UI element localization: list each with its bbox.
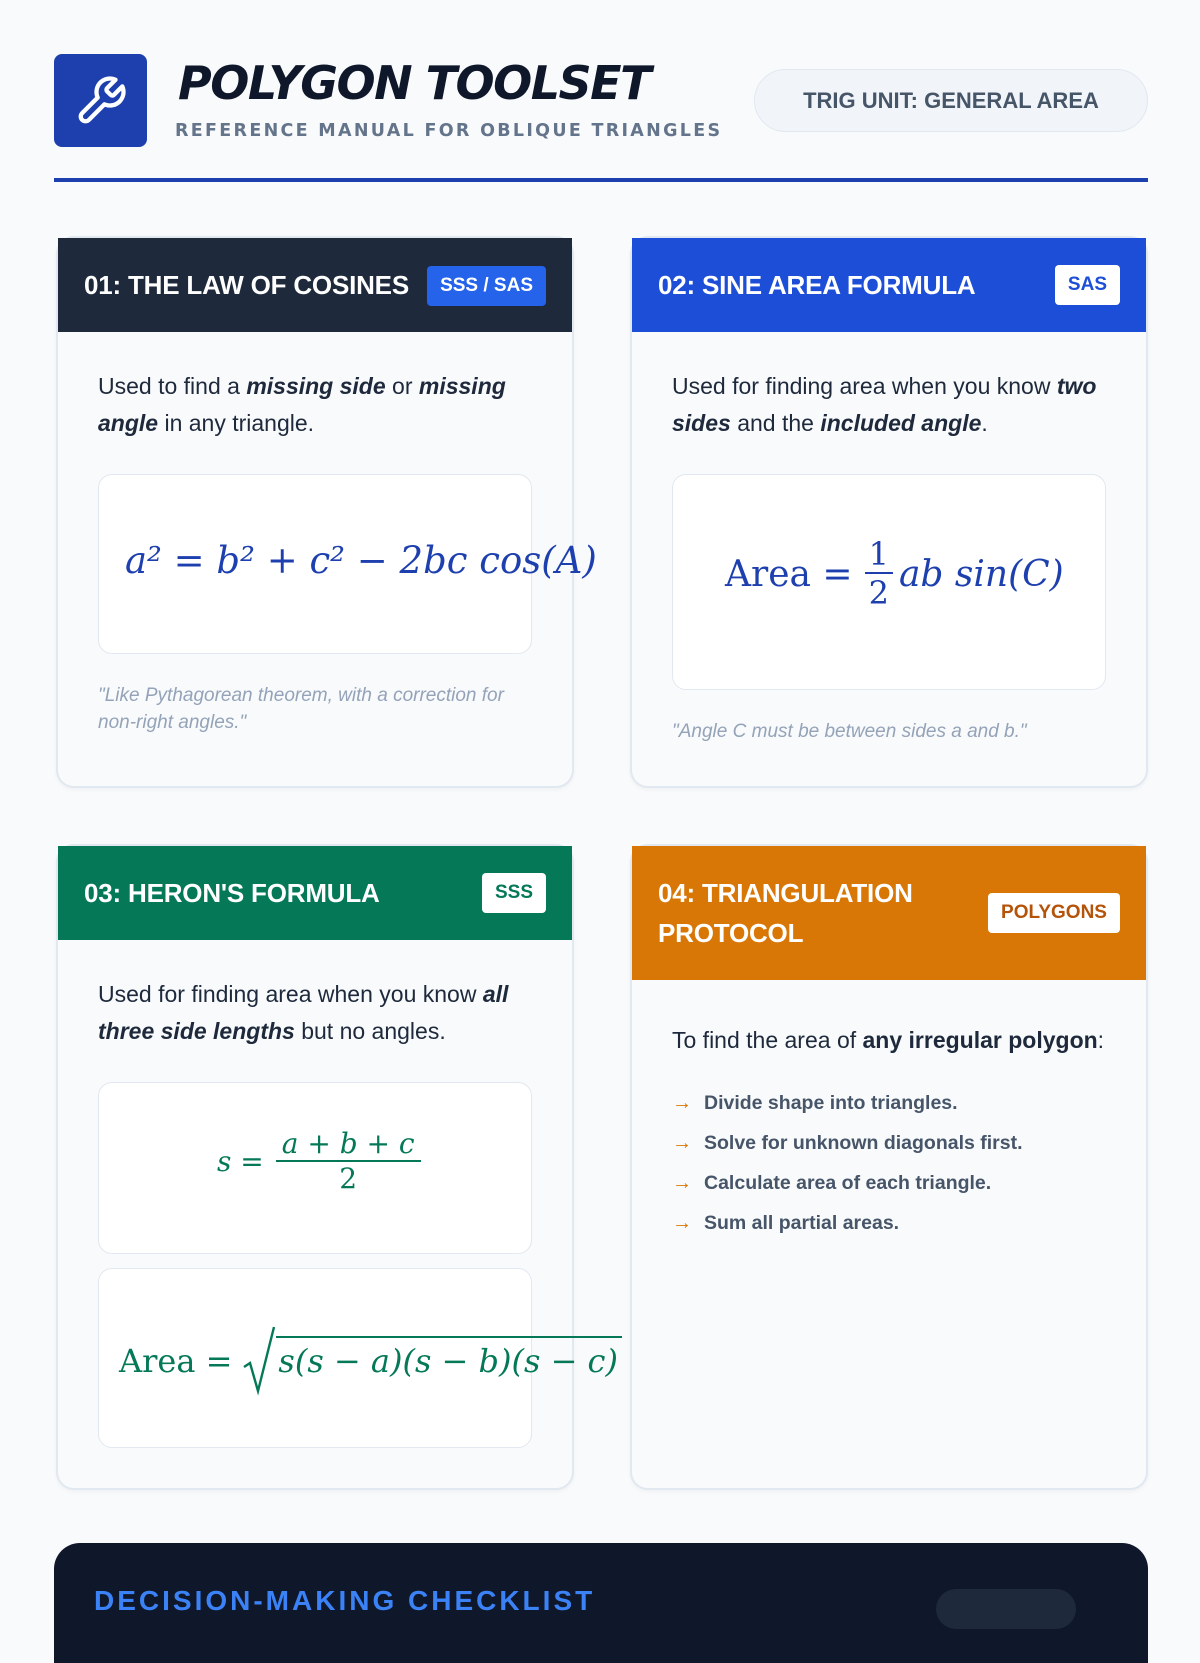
card-law-of-cosines [56, 236, 597, 788]
card-title: 04: TRIANGULATION PROTOCOL [658, 878, 913, 948]
card-tag: SAS [1055, 265, 1120, 305]
card-note: "Angle C must be between sides a and b." [672, 721, 1027, 742]
page-subtitle: REFERENCE MANUAL FOR OBLIQUE TRIANGLES [175, 121, 723, 141]
fraction-denominator: 2 [868, 574, 889, 613]
card-title: 02: SINE AREA FORMULA [658, 270, 976, 300]
card-tag: SSS / SAS [427, 266, 546, 306]
decision-checklist-panel [54, 1543, 1148, 1663]
card-description: Used for finding area when you know all three side lengths but no angles. [98, 981, 509, 1044]
card-description: Used to find a missing side or missing angle in any triangle. [98, 373, 506, 436]
card-title: 01: THE LAW OF COSINES [84, 270, 409, 300]
logo [54, 54, 147, 147]
formula-box [98, 474, 597, 654]
card-header [58, 238, 572, 332]
formula-lhs: s = [217, 1145, 264, 1179]
list-item: → Calculate area of each triangle. [672, 1171, 992, 1194]
semiperimeter-formula [217, 1129, 421, 1195]
card-description: Used for finding area when you know two sides and the included angle. [672, 373, 1097, 436]
card-sine-area [630, 236, 1148, 788]
card-herons-formula [56, 844, 618, 1490]
wrench-icon [74, 74, 128, 128]
card-header [632, 238, 1146, 332]
checklist-badge [936, 1589, 1076, 1629]
formula-fraction [865, 537, 893, 611]
card-note: "Like Pythagorean theorem, with a correction for non-right angles." [98, 685, 504, 733]
arrow-right-icon: → [672, 1171, 692, 1194]
list-item: → Sum all partial areas. [672, 1211, 900, 1234]
card-triangulation [630, 844, 1148, 1490]
formula-lhs: Area = [119, 1342, 233, 1380]
card-header [632, 846, 1146, 980]
sine-area-formula [725, 537, 1064, 611]
card-description: To find the area of any irregular polygon: [672, 1027, 1105, 1053]
page-title: POLYGON TOOLSET [178, 56, 650, 110]
formula-lhs: Area = [725, 553, 853, 595]
radicand: s(s − a)(s − b)(s − c) [276, 1336, 622, 1380]
list-item: → Solve for unknown diagonals first. [672, 1131, 1023, 1154]
fraction-numerator: 1 [865, 537, 893, 574]
card-tag: SSS [482, 873, 546, 913]
formula-box-semiperimeter [98, 1082, 532, 1254]
page-header [54, 54, 1148, 182]
law-of-cosines-formula: a² = b² + c² − 2bc cos(A) [125, 539, 597, 582]
arrow-right-icon: → [672, 1091, 692, 1114]
arrow-right-icon: → [672, 1131, 692, 1154]
formula-box [672, 474, 1106, 690]
unit-badge: TRIG UNIT: GENERAL AREA [754, 69, 1148, 132]
step-list [672, 1083, 1106, 1243]
checklist-title: DECISION-MAKING CHECKLIST [94, 1585, 596, 1616]
formula-box-area [98, 1268, 618, 1448]
formula-fraction [276, 1129, 421, 1195]
fraction-denominator: 2 [339, 1161, 358, 1195]
list-item: → Divide shape into triangles. [672, 1091, 958, 1114]
heron-area-formula [119, 1325, 622, 1397]
formula-rhs: ab sin(C) [898, 553, 1064, 595]
fraction-numerator: a + b + c [276, 1129, 421, 1162]
arrow-right-icon: → [672, 1211, 692, 1234]
card-tag: POLYGONS [988, 893, 1120, 933]
card-header [58, 846, 572, 940]
card-title: 03: HERON'S FORMULA [84, 878, 380, 908]
radical-sign [242, 1325, 276, 1397]
